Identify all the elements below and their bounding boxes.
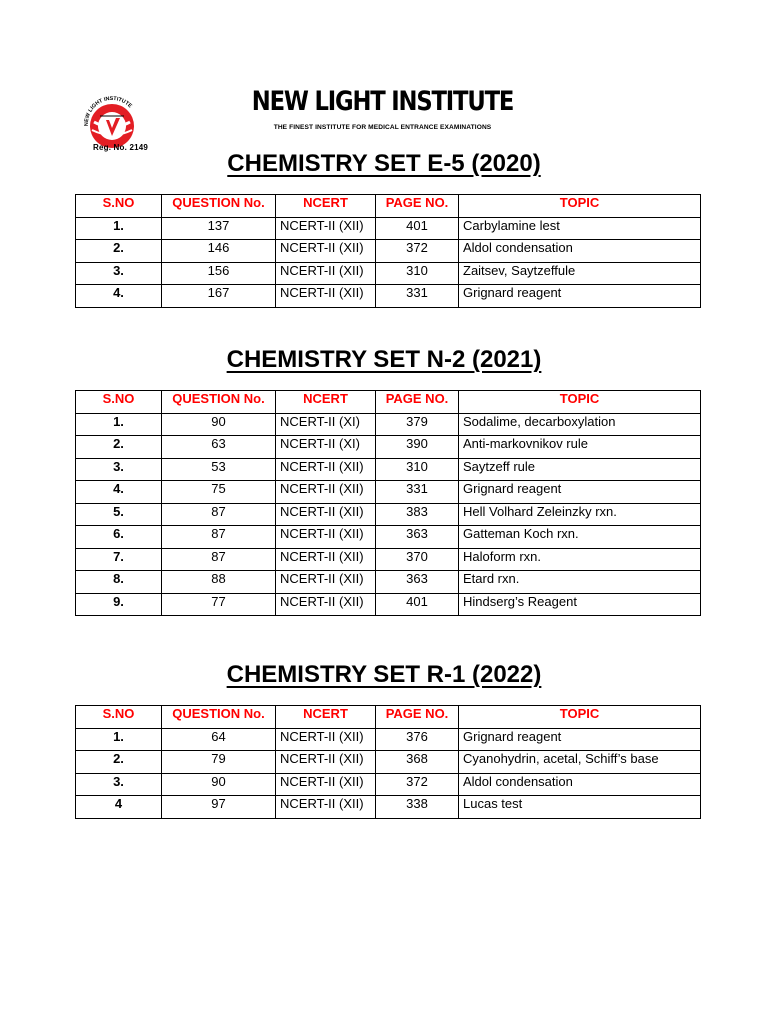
cell-sno: 3. xyxy=(76,458,162,481)
cell-sno: 2. xyxy=(76,751,162,774)
cell-question: 63 xyxy=(162,436,276,459)
cell-page: 331 xyxy=(376,285,459,308)
cell-ncert: NCERT-II (XII) xyxy=(276,503,376,526)
col-header-sno: S.NO xyxy=(76,195,162,218)
question-table-e5 xyxy=(75,194,701,308)
table-row xyxy=(76,796,701,819)
table-row xyxy=(76,526,701,549)
col-header-topic: TOPIC xyxy=(459,391,701,414)
cell-topic: Anti-markovnikov rule xyxy=(459,436,701,459)
col-header-ncert: NCERT xyxy=(276,391,376,414)
col-header-ncert: NCERT xyxy=(276,195,376,218)
cell-topic: Grignard reagent xyxy=(459,481,701,504)
cell-question: 53 xyxy=(162,458,276,481)
cell-page: 363 xyxy=(376,571,459,594)
table-row xyxy=(76,571,701,594)
cell-question: 90 xyxy=(162,413,276,436)
cell-ncert: NCERT-II (XII) xyxy=(276,548,376,571)
col-header-question: QUESTION No. xyxy=(162,391,276,414)
cell-sno: 7. xyxy=(76,548,162,571)
col-header-question: QUESTION No. xyxy=(162,195,276,218)
cell-topic: Aldol condensation xyxy=(459,773,701,796)
table-row xyxy=(76,285,701,308)
cell-sno: 1. xyxy=(76,728,162,751)
cell-sno: 1. xyxy=(76,217,162,240)
table-row xyxy=(76,773,701,796)
cell-question: 87 xyxy=(162,526,276,549)
cell-sno: 4. xyxy=(76,481,162,504)
cell-page: 368 xyxy=(376,751,459,774)
cell-page: 372 xyxy=(376,773,459,796)
cell-ncert: NCERT-II (XII) xyxy=(276,773,376,796)
registration-number: Reg. No. 2149 xyxy=(93,143,149,152)
question-table-n2 xyxy=(75,390,701,616)
cell-page: 372 xyxy=(376,240,459,263)
col-header-sno: S.NO xyxy=(76,391,162,414)
cell-topic: Lucas test xyxy=(459,796,701,819)
cell-topic: Sodalime, decarboxylation xyxy=(459,413,701,436)
cell-ncert: NCERT-II (XII) xyxy=(276,751,376,774)
cell-topic: Etard rxn. xyxy=(459,571,701,594)
table-row xyxy=(76,458,701,481)
col-header-topic: TOPIC xyxy=(459,706,701,729)
cell-question: 88 xyxy=(162,571,276,594)
table-header-row xyxy=(76,195,701,218)
cell-sno: 2. xyxy=(76,240,162,263)
cell-sno: 2. xyxy=(76,436,162,459)
cell-ncert: NCERT-II (XII) xyxy=(276,240,376,263)
table-header-row xyxy=(76,391,701,414)
cell-sno: 8. xyxy=(76,571,162,594)
table-row xyxy=(76,217,701,240)
cell-page: 383 xyxy=(376,503,459,526)
set-title-e5: CHEMISTRY SET E-5 (2020) xyxy=(227,150,541,177)
cell-sno: 4. xyxy=(76,285,162,308)
cell-ncert: NCERT-II (XII) xyxy=(276,728,376,751)
cell-question: 87 xyxy=(162,503,276,526)
table-row xyxy=(76,548,701,571)
cell-sno: 1. xyxy=(76,413,162,436)
cell-question: 75 xyxy=(162,481,276,504)
institute-tagline: THE FINEST INSTITUTE FOR MEDICAL ENTRANCE EXAMINATIONS xyxy=(273,124,492,131)
cell-question: 64 xyxy=(162,728,276,751)
cell-question: 137 xyxy=(162,217,276,240)
cell-page: 401 xyxy=(376,217,459,240)
cell-ncert: NCERT-II (XI) xyxy=(276,436,376,459)
set-title-n2: CHEMISTRY SET N-2 (2021) xyxy=(226,346,542,373)
cell-ncert: NCERT-II (XII) xyxy=(276,262,376,285)
cell-ncert: NCERT-II (XII) xyxy=(276,593,376,616)
cell-sno: 5. xyxy=(76,503,162,526)
cell-page: 379 xyxy=(376,413,459,436)
cell-page: 331 xyxy=(376,481,459,504)
col-header-sno: S.NO xyxy=(76,706,162,729)
institute-name: NEW LIGHT INSTITUTE xyxy=(251,86,514,117)
cell-sno: 9. xyxy=(76,593,162,616)
cell-page: 390 xyxy=(376,436,459,459)
cell-ncert: NCERT-II (XII) xyxy=(276,796,376,819)
table-row xyxy=(76,728,701,751)
table-row xyxy=(76,436,701,459)
cell-topic: Hindserg’s Reagent xyxy=(459,593,701,616)
cell-topic: Carbylamine lest xyxy=(459,217,701,240)
cell-page: 310 xyxy=(376,262,459,285)
cell-question: 156 xyxy=(162,262,276,285)
cell-question: 90 xyxy=(162,773,276,796)
cell-sno: 4 xyxy=(76,796,162,819)
col-header-page: PAGE NO. xyxy=(376,706,459,729)
cell-ncert: NCERT-II (XII) xyxy=(276,481,376,504)
col-header-page: PAGE NO. xyxy=(376,195,459,218)
cell-ncert: NCERT-II (XII) xyxy=(276,571,376,594)
table-row xyxy=(76,593,701,616)
cell-sno: 3. xyxy=(76,262,162,285)
cell-sno: 3. xyxy=(76,773,162,796)
col-header-topic: TOPIC xyxy=(459,195,701,218)
cell-topic: Gatteman Koch rxn. xyxy=(459,526,701,549)
cell-page: 401 xyxy=(376,593,459,616)
set-title-r1: CHEMISTRY SET R-1 (2022) xyxy=(226,661,542,688)
cell-topic: Aldol condensation xyxy=(459,240,701,263)
cell-page: 376 xyxy=(376,728,459,751)
cell-topic: Saytzeff rule xyxy=(459,458,701,481)
cell-ncert: NCERT-II (XII) xyxy=(276,526,376,549)
cell-question: 167 xyxy=(162,285,276,308)
table-row xyxy=(76,262,701,285)
table-header-row xyxy=(76,706,701,729)
table-row xyxy=(76,481,701,504)
question-table-r1 xyxy=(75,705,701,819)
table-row xyxy=(76,240,701,263)
col-header-question: QUESTION No. xyxy=(162,706,276,729)
col-header-page: PAGE NO. xyxy=(376,391,459,414)
cell-topic: Grignard reagent xyxy=(459,728,701,751)
cell-question: 146 xyxy=(162,240,276,263)
cell-page: 338 xyxy=(376,796,459,819)
cell-sno: 6. xyxy=(76,526,162,549)
cell-question: 79 xyxy=(162,751,276,774)
logo-lettering: NEW LIGHT INSTITUTE xyxy=(83,95,133,127)
table-row xyxy=(76,413,701,436)
cell-topic: Hell Volhard Zeleinzky rxn. xyxy=(459,503,701,526)
cell-ncert: NCERT-II (XI) xyxy=(276,413,376,436)
col-header-ncert: NCERT xyxy=(276,706,376,729)
cell-page: 310 xyxy=(376,458,459,481)
cell-page: 370 xyxy=(376,548,459,571)
cell-question: 87 xyxy=(162,548,276,571)
cell-page: 363 xyxy=(376,526,459,549)
cell-ncert: NCERT-II (XII) xyxy=(276,458,376,481)
cell-topic: Zaitsev, Saytzeffule xyxy=(459,262,701,285)
cell-topic: Haloform rxn. xyxy=(459,548,701,571)
cell-ncert: NCERT-II (XII) xyxy=(276,217,376,240)
cell-question: 77 xyxy=(162,593,276,616)
table-row xyxy=(76,751,701,774)
cell-ncert: NCERT-II (XII) xyxy=(276,285,376,308)
table-row xyxy=(76,503,701,526)
cell-topic: Grignard reagent xyxy=(459,285,701,308)
cell-topic: Cyanohydrin, acetal, Schiff’s base xyxy=(459,751,701,774)
cell-question: 97 xyxy=(162,796,276,819)
